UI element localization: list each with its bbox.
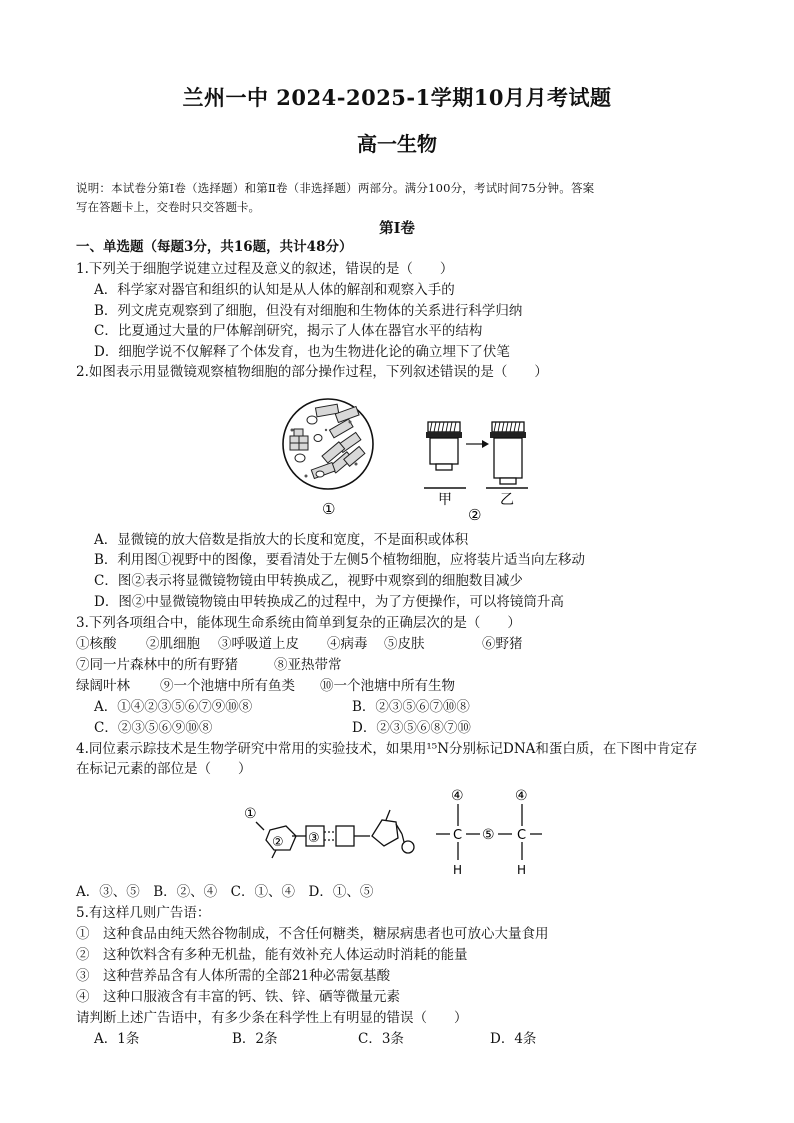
- q3-item-6: ⑥野猪: [482, 636, 523, 652]
- nucleotide-structure: [256, 810, 414, 858]
- q3-item-2: ②肌细胞: [146, 636, 200, 652]
- objective-yi-icon: [490, 422, 526, 484]
- q2-stem: 2.如图表示用显微镜观察植物细胞的部分操作过程，下列叙述错误的是（ ）: [76, 364, 548, 380]
- fig4-label-3: ③: [308, 831, 320, 846]
- fig-label-2: ②: [468, 506, 482, 524]
- q3-item-4: ④病毒: [327, 636, 368, 652]
- fig4-label-4b: ④: [515, 788, 528, 804]
- q4-stem-line-1: 4.同位素示踪技术是生物学研究中常用的实验技术，如果用¹⁵N分别标记DNA和蛋白质，在下图中肯定存: [76, 741, 698, 757]
- q5-stem: 5.有这样几则广告语：: [76, 905, 211, 921]
- q3-item-7: ⑦同一片森林中的所有野猪: [76, 657, 238, 673]
- fig4-label-5: ⑤: [482, 827, 495, 843]
- q5-option-b: B．2条: [232, 1031, 278, 1047]
- q3-item-9: ⑨一个池塘中所有鱼类: [160, 678, 295, 694]
- instructions-line-2: 写在答题卡上，交卷时只交答题卡。: [76, 200, 260, 214]
- instructions-line-1: 说明：本试卷分第Ⅰ卷（选择题）和第Ⅱ卷（非选择题）两部分。满分100分，考试时间75分钟。答案: [76, 181, 595, 195]
- field-of-view-diagram: [283, 399, 373, 489]
- isotope-figure: [236, 784, 566, 880]
- q5-statement-1: ① 这种食品由纯天然谷物制成，不含任何糖类，糖尿病患者也可放心大量食用: [76, 926, 549, 942]
- q3-item-3: ③呼吸道上皮: [218, 636, 299, 652]
- fig-label-yi: 乙: [500, 492, 514, 508]
- section-heading: 第Ⅰ卷: [379, 220, 415, 237]
- q3-option-d: D．②③⑤⑥⑧⑦⑩: [352, 720, 471, 736]
- q5-statement-3: ③ 这种营养品含有人体所需的全部21种必需氨基酸: [76, 968, 391, 984]
- fig4-label-4a: ④: [451, 788, 464, 804]
- q2-option-b: B．利用图①视野中的图像，要看清处于左侧5个植物细胞，应将装片适当向左移动: [94, 552, 586, 568]
- q1-option-b: B．列文虎克观察到了细胞，但没有对细胞和生物体的关系进行科学归纳: [94, 303, 523, 319]
- q3-item-8: ⑧亚热带常: [274, 657, 342, 673]
- objective-jia-icon: [426, 422, 462, 470]
- q5-statement-4: ④ 这种口服液含有丰富的钙、铁、锌、硒等微量元素: [76, 989, 400, 1005]
- exam-instructions: [76, 179, 724, 217]
- exam-title: 兰州一中 2024-2025-1学期10月月考试题: [182, 85, 612, 110]
- fig4-carbon-2: C: [517, 828, 527, 843]
- fig4-label-2: ②: [272, 835, 284, 850]
- fig-label-1: ①: [322, 500, 336, 518]
- q4-stem-line-2: 在标记元素的部位是（ ）: [76, 761, 252, 777]
- q3-item-10: ⑩一个池塘中所有生物: [320, 678, 455, 694]
- q1-option-d: D．细胞学说不仅解释了个体发育，也为生物进化论的确立埋下了伏笔: [94, 344, 510, 360]
- fig-label-jia: 甲: [438, 492, 452, 508]
- q3-item-5: ⑤皮肤: [384, 636, 425, 652]
- fig4-h-1: H: [453, 863, 463, 877]
- q3-item-1: ①核酸: [76, 636, 117, 652]
- q1-stem: 1.下列关于细胞学说建立过程及意义的叙述，错误的是（ ）: [76, 261, 454, 277]
- q2-option-c: C．图②表示将显微镜物镜由甲转换成乙，视野中观察到的细胞数目减少: [94, 573, 523, 589]
- q5-question: 请判断上述广告语中，有多少条在科学性上有明显的错误（ ）: [76, 1010, 468, 1026]
- q5-option-d: D．4条: [490, 1031, 537, 1047]
- q5-option-c: C．3条: [358, 1031, 404, 1047]
- exam-subject: 高一生物: [357, 132, 437, 156]
- fig4-label-1: ①: [244, 806, 257, 822]
- q5-option-a: A．1条: [94, 1031, 140, 1047]
- q3-stem: 3.下列各项组合中，能体现生命系统由简单到复杂的正确层次的是（ ）: [76, 615, 521, 631]
- q4-options: A．③、⑤ B．②、④ C．①、④ D．①、⑤: [76, 884, 374, 900]
- q1-option-a: A．科学家对器官和组织的认知是从人体的解剖和观察入手的: [94, 282, 455, 298]
- q3-option-c: C．②③⑤⑥⑨⑩⑧: [94, 720, 213, 736]
- q1-option-c: C．比夏通过大量的尸体解剖研究，揭示了人体在器官水平的结构: [94, 323, 483, 339]
- q3-item-8-cont: 绿阔叶林: [76, 678, 130, 694]
- q2-option-d: D．图②中显微镜物镜由甲转换成乙的过程中，为了方便操作，可以将镜筒升高: [94, 594, 564, 610]
- microscope-figure: [270, 392, 550, 528]
- fig4-carbon-1: C: [453, 828, 463, 843]
- fig4-h-2: H: [517, 863, 527, 877]
- part-title: 一、单选题（每题3分，共16题，共计48分）: [76, 239, 353, 255]
- q2-option-a: A．显微镜的放大倍数是指放大的长度和宽度，不是面积或体积: [94, 532, 469, 548]
- q3-option-b: B．②③⑤⑥⑦⑩⑧: [352, 699, 470, 715]
- q5-statement-2: ② 这种饮料含有多种无机盐，能有效补充人体运动时消耗的能量: [76, 947, 468, 963]
- q3-option-a: A．①④②③⑤⑥⑦⑨⑩⑧: [94, 699, 253, 715]
